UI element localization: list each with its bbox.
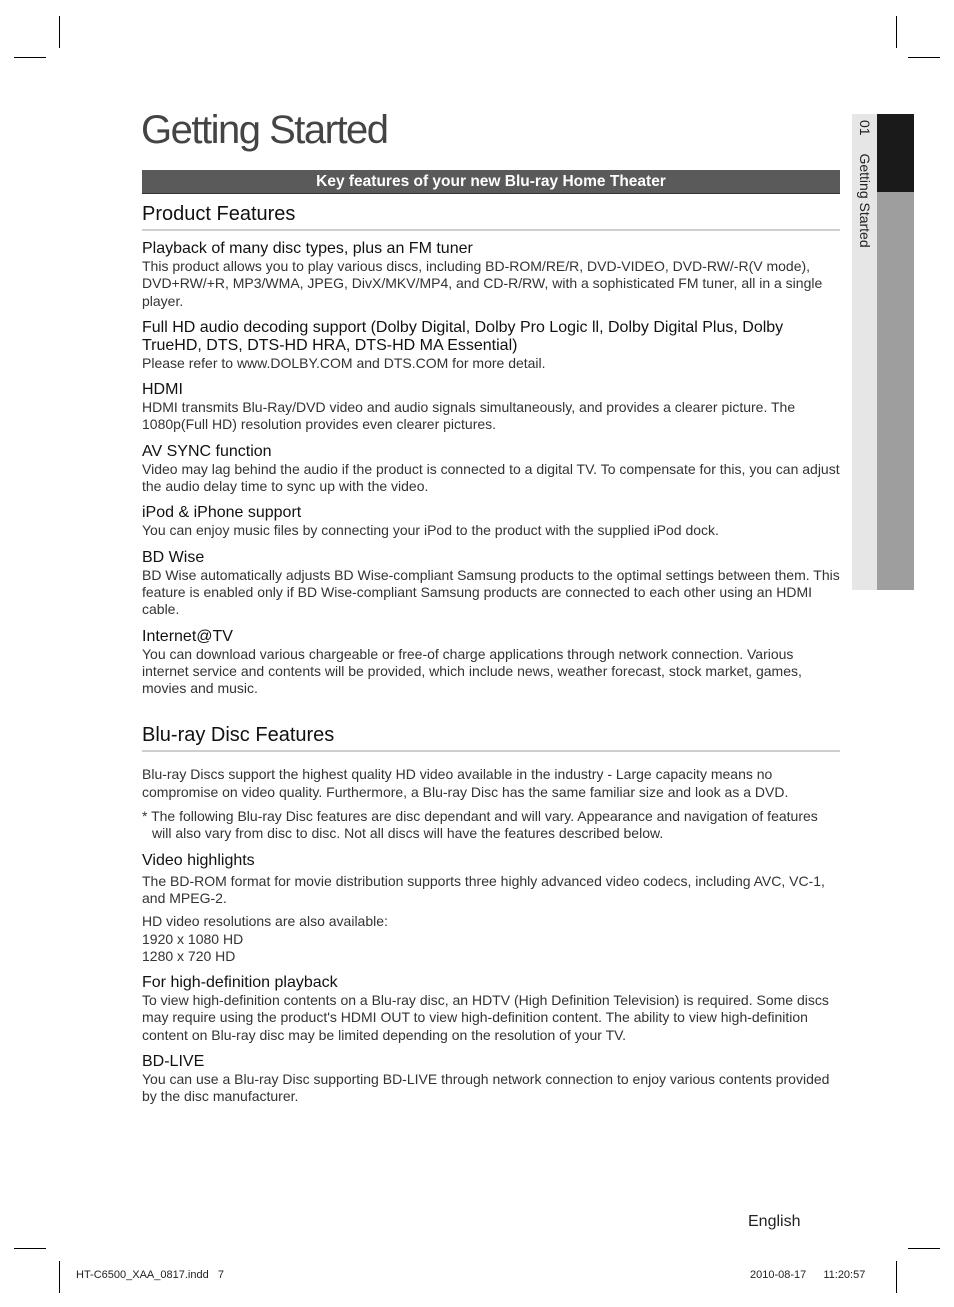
feature-heading: Full HD audio decoding support (Dolby Digital, Dolby Pro Logic ll, Dolby Digital Plus, Dolby TrueHD, DTS, DTS-HD HRA, DTS-HD MA Essential) xyxy=(142,318,784,354)
chapter-number: 01 xyxy=(857,120,873,136)
feature-text: The BD-ROM format for movie distribution supports three highly advanced video codecs, including AVC, VC-1, and MPEG-2. xyxy=(142,872,825,906)
feature-item xyxy=(142,381,840,434)
main-content xyxy=(142,203,840,1106)
resolution-list xyxy=(142,913,840,965)
crop-mark xyxy=(59,16,60,48)
crop-mark xyxy=(14,1248,46,1249)
feature-text: You can use a Blu-ray Disc supporting BD-LIVE through network connection to enjoy various contents provided by the disc manufacturer. xyxy=(142,1071,830,1105)
file-slug: HT-C6500_XAA_0817.indd 7 xyxy=(76,1269,224,1281)
feature-text: HDMI transmits Blu-Ray/DVD video and audio signals simultaneously, and provides a clearer picture. The 1080p(Full HD) resolution provides even clearer pictures. xyxy=(142,399,796,433)
crop-mark xyxy=(908,57,940,58)
product-features-title: Product Features xyxy=(142,203,840,231)
page-title: Getting Started xyxy=(141,108,388,152)
crop-mark xyxy=(908,1248,940,1249)
feature-text: You can enjoy music files by connecting your iPod to the product with the supplied iPod dock. xyxy=(142,522,719,539)
crop-mark xyxy=(896,1261,897,1293)
bluray-intro: Blu-ray Discs support the highest quality HD video available in the industry - Large capacity means no compromise on video quality. Furthermore, a Blu-ray Disc has the same familiar size and look as a DVD. xyxy=(142,766,789,800)
feature-text: Please refer to www.DOLBY.COM and DTS.COM for more detail. xyxy=(142,354,546,371)
side-tab-label xyxy=(853,120,877,320)
feature-item xyxy=(142,319,840,372)
feature-heading: Video highlights xyxy=(142,851,255,869)
slug-date: 2010-08-17 xyxy=(750,1269,807,1281)
feature-heading: HDMI xyxy=(142,381,183,399)
section-banner: Key features of your new Blu-ray Home Theater xyxy=(142,170,840,194)
feature-heading: Internet@TV xyxy=(142,627,233,645)
crop-mark xyxy=(14,57,46,58)
feature-heading: BD Wise xyxy=(142,548,205,566)
footer-language: English xyxy=(748,1213,801,1230)
date-slug xyxy=(750,1269,865,1281)
slug-time: 11:20:57 xyxy=(823,1269,866,1281)
feature-heading: AV SYNC function xyxy=(142,442,272,460)
feature-text: This product allows you to play various discs, including BD-ROM/RE/R, DVD-VIDEO, DVD-RW/-R(V mode), DVD+RW/+R, MP3/WMA, JPEG, DivX/MKV/MP4, and CD-R/RW, with a sophisticated FM tuner, all in a single player. xyxy=(142,258,823,309)
feature-heading: iPod & iPhone support xyxy=(142,504,302,522)
feature-item xyxy=(142,1053,840,1106)
side-tab-marker xyxy=(877,114,914,192)
feature-item xyxy=(142,628,840,698)
feature-item xyxy=(142,974,840,1044)
feature-item xyxy=(142,443,840,496)
resolution-intro: HD video resolutions are also available: xyxy=(142,913,388,930)
feature-heading: For high-definition playback xyxy=(142,974,338,992)
feature-text: BD Wise automatically adjusts BD Wise-compliant Samsung products to the optimal settings between them. This feature is enabled only if BD Wise-compliant Samsung products are connected to each other using an HDMI cable. xyxy=(142,566,840,618)
resolution-item: 1280 x 720 HD xyxy=(142,947,236,964)
feature-heading: BD-LIVE xyxy=(142,1053,205,1071)
feature-text: You can download various chargeable or free-of charge applications through network connection. Various internet service and contents will be provided, which include news, weather forecast, stock market, games, movies and music. xyxy=(142,645,802,697)
feature-item xyxy=(142,549,840,619)
feature-text: To view high-definition contents on a Blu-ray disc, an HDTV (High Definition Television) is required. Some discs may require using the product's HDMI OUT to view high-definition content. The ability to view high-definition content on Blu-ray disc may be limited depending on the resolution of your TV. xyxy=(142,992,829,1043)
chapter-name: Getting Started xyxy=(857,153,873,248)
resolution-item: 1920 x 1080 HD xyxy=(142,930,244,947)
crop-mark xyxy=(896,16,897,48)
feature-item xyxy=(142,240,840,310)
side-tab-bar xyxy=(877,192,914,590)
bluray-note: * The following Blu-ray Disc features are disc dependant and will vary. Appearance and navigation of features will also vary from disc to disc. Not all discs will have the features described below. xyxy=(142,808,818,842)
feature-heading: Playback of many disc types, plus an FM tuner xyxy=(142,240,473,257)
feature-item xyxy=(142,504,840,539)
crop-mark xyxy=(59,1261,60,1293)
feature-text: Video may lag behind the audio if the product is connected to a digital TV. To compensate for this, you can adjust the audio delay time to sync up with the video. xyxy=(142,460,840,495)
feature-item xyxy=(142,852,840,965)
bluray-features-title: Blu-ray Disc Features xyxy=(142,724,840,752)
